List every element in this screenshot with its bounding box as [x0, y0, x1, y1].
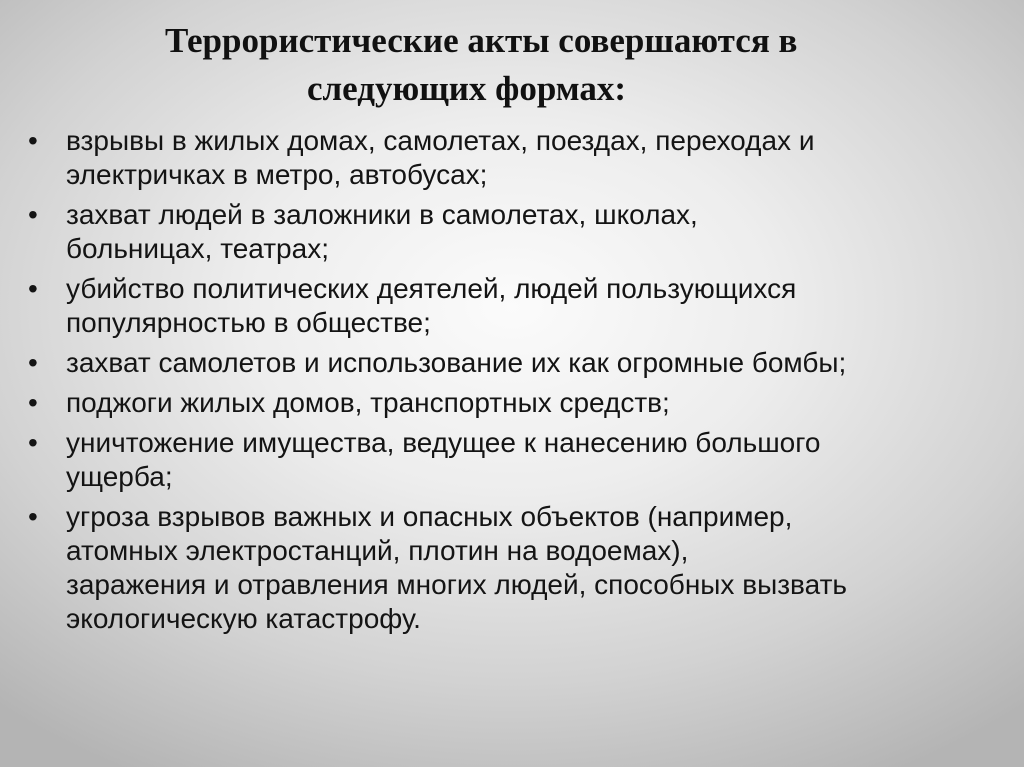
bullet-line: атомных электростанций, плотин на водоемах),	[66, 535, 689, 566]
bullet-line: • уничтожение имущества, ведущее к нанесению большого	[66, 427, 821, 458]
bullet-line: заражения и отравления многих людей, способных вызвать	[66, 569, 847, 600]
bullet-line: экологическую катастрофу.	[66, 603, 421, 634]
bullet-list	[28, 124, 988, 642]
bullet-item-property-destruction	[28, 426, 988, 494]
bullet-item-explosions	[28, 124, 988, 192]
bullet-item-threats	[28, 500, 988, 636]
bullet-line: • убийство политических деятелей, людей пользующихся	[66, 273, 797, 304]
bullet-line: популярностью в обществе;	[66, 307, 431, 338]
slide-title-line-2: следующих формах:	[307, 69, 627, 108]
bullet-line: • поджоги жилых домов, транспортных средств;	[66, 387, 670, 418]
bullet-line: • взрывы в жилых домах, самолетах, поездах, переходах и	[66, 125, 815, 156]
slide-title-line-1: Террористические акты совершаются в	[165, 21, 798, 60]
bullet-line: • угроза взрывов важных и опасных объектов (например,	[66, 501, 793, 532]
bullet-item-arson	[28, 386, 988, 420]
bullet-line: • захват людей в заложники в самолетах, школах,	[66, 199, 698, 230]
bullet-line: • захват самолетов и использование их как огромные бомбы;	[66, 347, 847, 378]
bullet-item-hostages	[28, 198, 988, 266]
bullet-line: ущерба;	[66, 461, 173, 492]
bullet-item-hijacking	[28, 346, 988, 380]
bullet-line: электричках в метро, автобусах;	[66, 159, 488, 190]
bullet-item-assassinations	[28, 272, 988, 340]
bullet-line: больницах, театрах;	[66, 233, 329, 264]
